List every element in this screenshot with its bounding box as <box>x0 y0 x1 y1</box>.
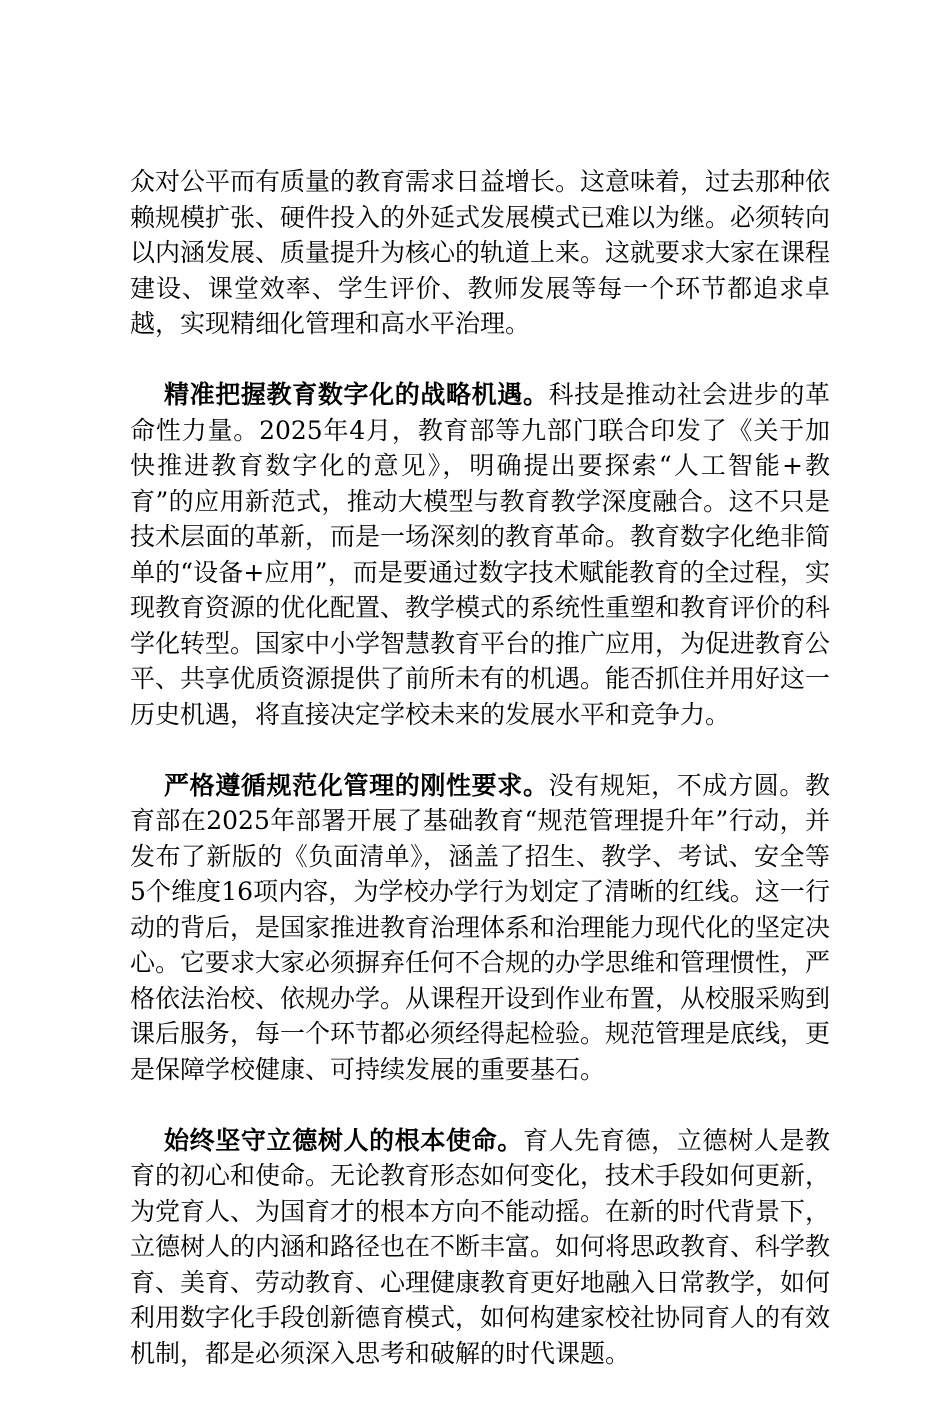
paragraph-digital-education <box>130 377 830 732</box>
paragraph-body: 科技是推动社会进步的革命性力量。2025年4月，教育部等九部门联合印发了《关于加快推进教育数字化的意见》，明确提出要探索“人工智能+教育”的应用新范式，推动大模型与教育教学深度融合。这不只是技术层面的革新，而是一场深刻的教育革命。教育数字化绝非简单的“设备+应用”，而是要通过数字技术赋能教育的全过程，实现教育资源的优化配置、教学模式的系统性重塑和教育评价的科学化转型。国家中小学智慧教育平台的推广应用，为促进教育公平、共享优质资源提供了前所未有的机遇。能否抓住并用好这一历史机遇，将直接决定学校未来的发展水平和竞争力。 <box>130 380 831 729</box>
paragraph-heading: 始终坚守立德树人的根本使命。 <box>164 1125 523 1155</box>
paragraph-body: 众对公平而有质量的教育需求日益增长。这意味着，过去那种依赖规模扩张、硬件投入的外延式发展模式已难以为继。必须转向以内涵发展、质量提升为核心的轨道上来。这就要求大家在课程建设、课堂效率、学生评价、教师发展等每一个环节都追求卓越，实现精细化管理和高水平治理。 <box>130 167 831 338</box>
paragraph-body: 没有规矩，不成方圆。教育部在2025年部署开展了基础教育“规范管理提升年”行动，并发布了新版的《负面清单》，涵盖了招生、教学、考试、安全等5个维度16项内容，为学校办学行为划定了清晰的红线。这一行动的背后，是国家推进教育治理体系和治理能力现代化的坚定决心。它要求大家必须摒弃任何不合规的办学思维和管理惯性，严格依法治校、依规办学。从课程开设到作业布置，从校服采购到课后服务，每一个环节都必须经得起检验。规范管理是底线，更是保障学校健康、可持续发展的重要基石。 <box>130 770 831 1084</box>
paragraph-heading: 精准把握教育数字化的战略机遇。 <box>164 380 549 409</box>
document-body <box>130 164 830 1407</box>
paragraph-heading: 严格遵循规范化管理的刚性要求。 <box>164 770 549 800</box>
paragraph-moral-education <box>130 1123 830 1372</box>
paragraph-standardized-management <box>130 768 830 1088</box>
paragraph-continuation <box>130 164 830 342</box>
paragraph-body: 育人先育德，立德树人是教育的初心和使命。无论教育形态如何变化，技术手段如何更新，为党育人、为国育才的根本方向不能动摇。在新的时代背景下，立德树人的内涵和路径也在不断丰富。如何将思政教育、科学教育、美育、劳动教育、心理健康教育更好地融入日常教学，如何利用数字化手段创新德育模式，如何构建家校社协同育人的有效机制，都是必须深入思考和破解的时代课题。 <box>130 1125 831 1368</box>
